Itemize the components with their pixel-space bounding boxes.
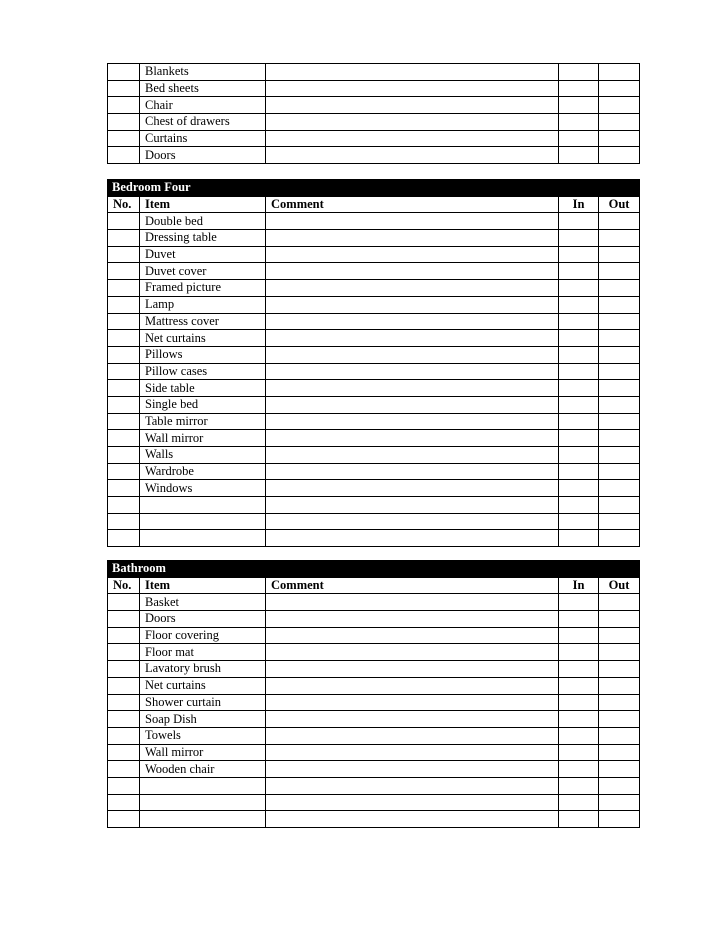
table-row bbox=[108, 677, 640, 694]
no-cell bbox=[108, 263, 140, 280]
no-cell bbox=[108, 480, 140, 497]
comment-cell bbox=[266, 661, 559, 678]
item-cell: Pillow cases bbox=[140, 363, 266, 380]
comment-cell bbox=[266, 744, 559, 761]
in-cell bbox=[559, 761, 599, 778]
out-cell bbox=[599, 280, 640, 297]
out-cell bbox=[599, 727, 640, 744]
in-cell bbox=[559, 661, 599, 678]
header-no: No. bbox=[108, 196, 140, 213]
in-cell bbox=[559, 694, 599, 711]
no-cell bbox=[108, 147, 140, 164]
no-cell bbox=[108, 114, 140, 131]
no-cell bbox=[108, 761, 140, 778]
in-cell bbox=[559, 363, 599, 380]
out-cell bbox=[599, 627, 640, 644]
out-cell bbox=[599, 80, 640, 97]
no-cell bbox=[108, 594, 140, 611]
table-row bbox=[108, 463, 640, 480]
table-row bbox=[108, 413, 640, 430]
out-cell bbox=[599, 794, 640, 811]
out-cell bbox=[599, 463, 640, 480]
item-cell: Bed sheets bbox=[140, 80, 266, 97]
item-cell: Duvet cover bbox=[140, 263, 266, 280]
in-cell bbox=[559, 711, 599, 728]
out-cell bbox=[599, 611, 640, 628]
in-cell bbox=[559, 213, 599, 230]
in-cell bbox=[559, 263, 599, 280]
comment-cell bbox=[266, 711, 559, 728]
no-cell bbox=[108, 694, 140, 711]
comment-cell bbox=[266, 530, 559, 547]
out-cell bbox=[599, 711, 640, 728]
item-cell: Duvet bbox=[140, 246, 266, 263]
item-cell bbox=[140, 497, 266, 514]
no-cell bbox=[108, 627, 140, 644]
in-cell bbox=[559, 230, 599, 247]
comment-cell bbox=[266, 627, 559, 644]
out-cell bbox=[599, 363, 640, 380]
header-out: Out bbox=[599, 577, 640, 594]
item-cell: Floor mat bbox=[140, 644, 266, 661]
out-cell bbox=[599, 213, 640, 230]
table-row bbox=[108, 480, 640, 497]
table-row bbox=[108, 114, 640, 131]
out-cell bbox=[599, 694, 640, 711]
no-cell bbox=[108, 346, 140, 363]
comment-cell bbox=[266, 296, 559, 313]
comment-cell bbox=[266, 280, 559, 297]
comment-cell bbox=[266, 330, 559, 347]
out-cell bbox=[599, 114, 640, 131]
section-title: Bathroom bbox=[108, 561, 599, 578]
no-cell bbox=[108, 611, 140, 628]
in-cell bbox=[559, 463, 599, 480]
in-cell bbox=[559, 246, 599, 263]
out-cell bbox=[599, 811, 640, 828]
item-cell: Table mirror bbox=[140, 413, 266, 430]
item-cell: Pillows bbox=[140, 346, 266, 363]
title-strip bbox=[599, 561, 640, 578]
in-cell bbox=[559, 744, 599, 761]
item-cell: Windows bbox=[140, 480, 266, 497]
in-cell bbox=[559, 114, 599, 131]
out-cell bbox=[599, 396, 640, 413]
table-row bbox=[108, 130, 640, 147]
comment-cell bbox=[266, 497, 559, 514]
no-cell bbox=[108, 447, 140, 464]
section-title-row bbox=[108, 180, 640, 197]
table-row bbox=[108, 447, 640, 464]
out-cell bbox=[599, 430, 640, 447]
item-cell: Side table bbox=[140, 380, 266, 397]
no-cell bbox=[108, 330, 140, 347]
out-cell bbox=[599, 230, 640, 247]
item-cell: Chair bbox=[140, 97, 266, 114]
title-strip bbox=[599, 180, 640, 197]
item-cell: Net curtains bbox=[140, 677, 266, 694]
header-item: Item bbox=[140, 577, 266, 594]
header-row bbox=[108, 196, 640, 213]
comment-cell bbox=[266, 794, 559, 811]
item-cell: Wooden chair bbox=[140, 761, 266, 778]
no-cell bbox=[108, 396, 140, 413]
comment-cell bbox=[266, 97, 559, 114]
in-cell bbox=[559, 80, 599, 97]
table-row bbox=[108, 280, 640, 297]
no-cell bbox=[108, 777, 140, 794]
comment-cell bbox=[266, 147, 559, 164]
in-cell bbox=[559, 794, 599, 811]
item-cell: Soap Dish bbox=[140, 711, 266, 728]
comment-cell bbox=[266, 346, 559, 363]
comment-cell bbox=[266, 213, 559, 230]
comment-cell bbox=[266, 811, 559, 828]
no-cell bbox=[108, 64, 140, 81]
table-row bbox=[108, 794, 640, 811]
table-row bbox=[108, 694, 640, 711]
item-cell: Wardrobe bbox=[140, 463, 266, 480]
no-cell bbox=[108, 794, 140, 811]
out-cell bbox=[599, 530, 640, 547]
out-cell bbox=[599, 64, 640, 81]
out-cell bbox=[599, 130, 640, 147]
item-cell bbox=[140, 794, 266, 811]
out-cell bbox=[599, 777, 640, 794]
header-out: Out bbox=[599, 196, 640, 213]
table-row bbox=[108, 711, 640, 728]
comment-cell bbox=[266, 611, 559, 628]
table-row bbox=[108, 513, 640, 530]
table-row bbox=[108, 330, 640, 347]
section-title-row bbox=[108, 561, 640, 578]
comment-cell bbox=[266, 80, 559, 97]
in-cell bbox=[559, 380, 599, 397]
no-cell bbox=[108, 380, 140, 397]
table-row bbox=[108, 530, 640, 547]
comment-cell bbox=[266, 64, 559, 81]
out-cell bbox=[599, 661, 640, 678]
out-cell bbox=[599, 296, 640, 313]
out-cell bbox=[599, 246, 640, 263]
out-cell bbox=[599, 644, 640, 661]
header-comment: Comment bbox=[266, 577, 559, 594]
table-row bbox=[108, 744, 640, 761]
comment-cell bbox=[266, 513, 559, 530]
table-row bbox=[108, 313, 640, 330]
in-cell bbox=[559, 64, 599, 81]
no-cell bbox=[108, 80, 140, 97]
no-cell bbox=[108, 230, 140, 247]
out-cell bbox=[599, 744, 640, 761]
in-cell bbox=[559, 530, 599, 547]
section-title: Bedroom Four bbox=[108, 180, 599, 197]
comment-cell bbox=[266, 447, 559, 464]
no-cell bbox=[108, 513, 140, 530]
table-row bbox=[108, 661, 640, 678]
table-row bbox=[108, 363, 640, 380]
out-cell bbox=[599, 413, 640, 430]
in-cell bbox=[559, 611, 599, 628]
no-cell bbox=[108, 363, 140, 380]
comment-cell bbox=[266, 246, 559, 263]
comment-cell bbox=[266, 677, 559, 694]
no-cell bbox=[108, 644, 140, 661]
table-row bbox=[108, 296, 640, 313]
out-cell bbox=[599, 263, 640, 280]
table-row bbox=[108, 97, 640, 114]
no-cell bbox=[108, 430, 140, 447]
in-cell bbox=[559, 97, 599, 114]
item-cell bbox=[140, 513, 266, 530]
no-cell bbox=[108, 413, 140, 430]
comment-cell bbox=[266, 230, 559, 247]
table-bedroom-four bbox=[107, 179, 640, 547]
header-row bbox=[108, 577, 640, 594]
table-row bbox=[108, 346, 640, 363]
item-cell: Double bed bbox=[140, 213, 266, 230]
in-cell bbox=[559, 413, 599, 430]
out-cell bbox=[599, 447, 640, 464]
item-cell: Towels bbox=[140, 727, 266, 744]
table-body bbox=[108, 64, 640, 164]
table-row bbox=[108, 396, 640, 413]
out-cell bbox=[599, 594, 640, 611]
header-comment: Comment bbox=[266, 196, 559, 213]
no-cell bbox=[108, 811, 140, 828]
item-cell: Basket bbox=[140, 594, 266, 611]
comment-cell bbox=[266, 263, 559, 280]
item-cell: Chest of drawers bbox=[140, 114, 266, 131]
out-cell bbox=[599, 330, 640, 347]
in-cell bbox=[559, 513, 599, 530]
out-cell bbox=[599, 480, 640, 497]
item-cell: Curtains bbox=[140, 130, 266, 147]
in-cell bbox=[559, 594, 599, 611]
table-row bbox=[108, 80, 640, 97]
out-cell bbox=[599, 677, 640, 694]
in-cell bbox=[559, 627, 599, 644]
no-cell bbox=[108, 463, 140, 480]
comment-cell bbox=[266, 480, 559, 497]
item-cell bbox=[140, 811, 266, 828]
item-cell: Doors bbox=[140, 611, 266, 628]
item-cell bbox=[140, 777, 266, 794]
no-cell bbox=[108, 213, 140, 230]
no-cell bbox=[108, 530, 140, 547]
table-row bbox=[108, 64, 640, 81]
in-cell bbox=[559, 346, 599, 363]
header-no: No. bbox=[108, 577, 140, 594]
item-cell: Dressing table bbox=[140, 230, 266, 247]
no-cell bbox=[108, 677, 140, 694]
table-previous-room bbox=[107, 63, 640, 164]
no-cell bbox=[108, 711, 140, 728]
no-cell bbox=[108, 661, 140, 678]
comment-cell bbox=[266, 313, 559, 330]
item-cell: Single bed bbox=[140, 396, 266, 413]
in-cell bbox=[559, 447, 599, 464]
table-row bbox=[108, 246, 640, 263]
header-in: In bbox=[559, 577, 599, 594]
comment-cell bbox=[266, 727, 559, 744]
out-cell bbox=[599, 313, 640, 330]
no-cell bbox=[108, 744, 140, 761]
table-row bbox=[108, 147, 640, 164]
item-cell: Blankets bbox=[140, 64, 266, 81]
comment-cell bbox=[266, 644, 559, 661]
table-row bbox=[108, 497, 640, 514]
item-cell: Floor covering bbox=[140, 627, 266, 644]
table-row bbox=[108, 213, 640, 230]
out-cell bbox=[599, 147, 640, 164]
no-cell bbox=[108, 280, 140, 297]
item-cell: Lavatory brush bbox=[140, 661, 266, 678]
comment-cell bbox=[266, 363, 559, 380]
in-cell bbox=[559, 280, 599, 297]
out-cell bbox=[599, 761, 640, 778]
item-cell bbox=[140, 530, 266, 547]
no-cell bbox=[108, 246, 140, 263]
no-cell bbox=[108, 296, 140, 313]
out-cell bbox=[599, 346, 640, 363]
table-row bbox=[108, 727, 640, 744]
comment-cell bbox=[266, 396, 559, 413]
no-cell bbox=[108, 97, 140, 114]
table-row bbox=[108, 761, 640, 778]
out-cell bbox=[599, 497, 640, 514]
no-cell bbox=[108, 313, 140, 330]
in-cell bbox=[559, 727, 599, 744]
item-cell: Mattress cover bbox=[140, 313, 266, 330]
in-cell bbox=[559, 677, 599, 694]
item-cell: Net curtains bbox=[140, 330, 266, 347]
item-cell: Framed picture bbox=[140, 280, 266, 297]
in-cell bbox=[559, 130, 599, 147]
table-row bbox=[108, 644, 640, 661]
item-cell: Shower curtain bbox=[140, 694, 266, 711]
in-cell bbox=[559, 313, 599, 330]
item-cell: Doors bbox=[140, 147, 266, 164]
table-row bbox=[108, 594, 640, 611]
in-cell bbox=[559, 777, 599, 794]
in-cell bbox=[559, 430, 599, 447]
comment-cell bbox=[266, 430, 559, 447]
comment-cell bbox=[266, 761, 559, 778]
table-row bbox=[108, 627, 640, 644]
comment-cell bbox=[266, 594, 559, 611]
item-cell: Wall mirror bbox=[140, 744, 266, 761]
comment-cell bbox=[266, 694, 559, 711]
in-cell bbox=[559, 296, 599, 313]
table-body bbox=[108, 594, 640, 828]
header-in: In bbox=[559, 196, 599, 213]
out-cell bbox=[599, 380, 640, 397]
table-row bbox=[108, 263, 640, 280]
table-row bbox=[108, 430, 640, 447]
in-cell bbox=[559, 396, 599, 413]
in-cell bbox=[559, 811, 599, 828]
comment-cell bbox=[266, 380, 559, 397]
header-item: Item bbox=[140, 196, 266, 213]
no-cell bbox=[108, 497, 140, 514]
table-row bbox=[108, 380, 640, 397]
table-body bbox=[108, 213, 640, 547]
item-cell: Wall mirror bbox=[140, 430, 266, 447]
out-cell bbox=[599, 97, 640, 114]
in-cell bbox=[559, 644, 599, 661]
no-cell bbox=[108, 130, 140, 147]
comment-cell bbox=[266, 413, 559, 430]
in-cell bbox=[559, 480, 599, 497]
table-row bbox=[108, 611, 640, 628]
table-bathroom bbox=[107, 560, 640, 828]
in-cell bbox=[559, 497, 599, 514]
comment-cell bbox=[266, 463, 559, 480]
out-cell bbox=[599, 513, 640, 530]
in-cell bbox=[559, 330, 599, 347]
comment-cell bbox=[266, 130, 559, 147]
no-cell bbox=[108, 727, 140, 744]
table-row bbox=[108, 777, 640, 794]
item-cell: Lamp bbox=[140, 296, 266, 313]
comment-cell bbox=[266, 777, 559, 794]
item-cell: Walls bbox=[140, 447, 266, 464]
comment-cell bbox=[266, 114, 559, 131]
table-row bbox=[108, 811, 640, 828]
table-row bbox=[108, 230, 640, 247]
in-cell bbox=[559, 147, 599, 164]
